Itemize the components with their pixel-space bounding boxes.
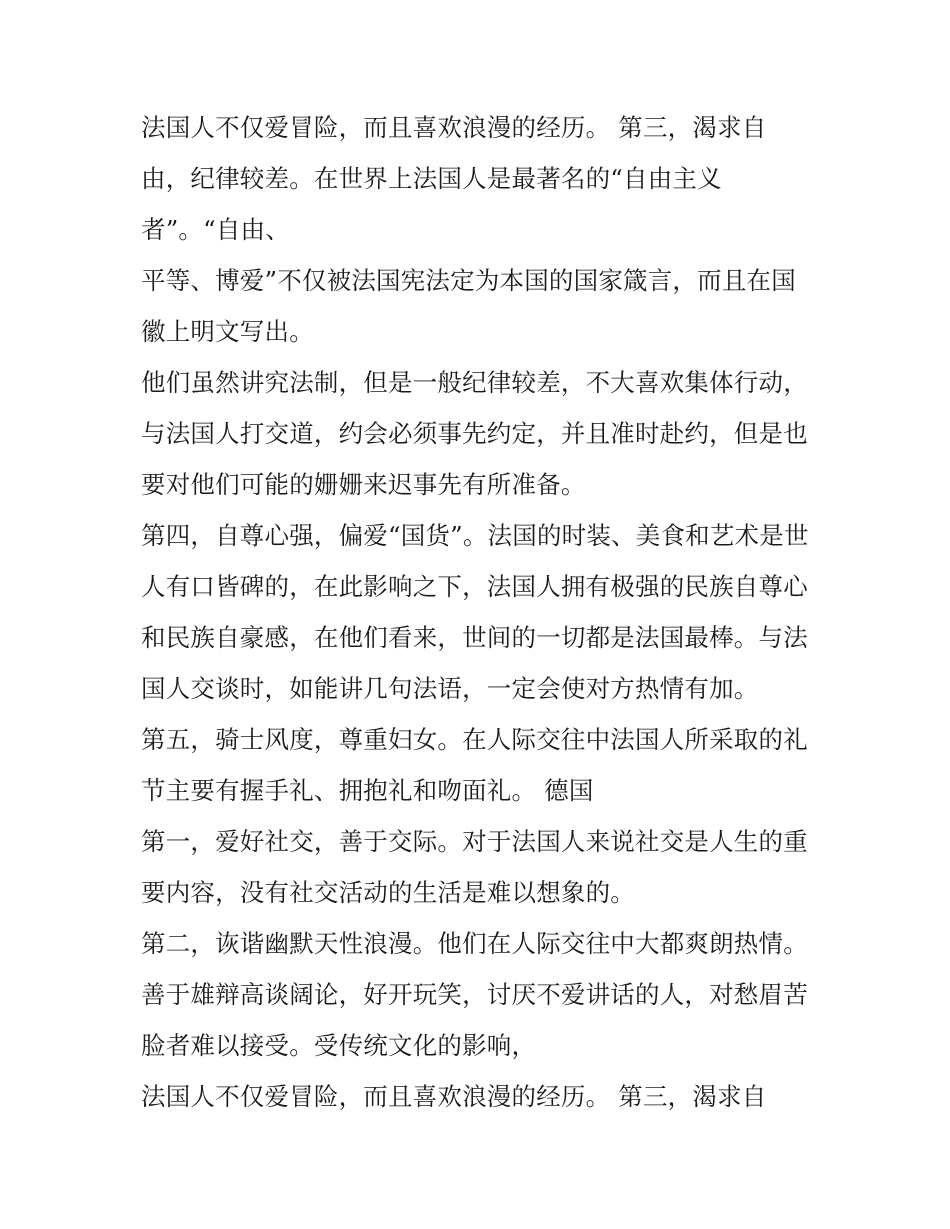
text-line: 人有口皆碑的，在此影响之下，法国人拥有极强的民族自尊心 xyxy=(141,572,808,601)
text-line: 由，纪律较差。在世界上法国人是最著名的“自由主义 xyxy=(141,164,722,193)
text-line: 第四，自尊心强，偏爱“国货”。法国的时装、美食和艺术是世 xyxy=(141,521,809,550)
text-line: 要内容，没有社交活动的生活是难以想象的。 xyxy=(141,878,635,907)
body-text xyxy=(141,108,841,1128)
text-line: 第一，爱好社交，善于交际。对于法国人来说社交是人生的重 xyxy=(141,827,808,856)
text-line: 第二，诙谐幽默天性浪漫。他们在人际交往中大都爽朗热情。 xyxy=(141,929,808,958)
text-line: 与法国人打交道，约会必须事先约定，并且准时赴约，但是也 xyxy=(141,419,808,448)
text-line: 和民族自豪感，在他们看来，世间的一切都是法国最棒。与法 xyxy=(141,623,808,652)
text-line: 节主要有握手礼、拥抱礼和吻面礼。 德国 xyxy=(141,776,594,805)
text-line: 国人交谈时，如能讲几句法语，一定会使对方热情有加。 xyxy=(141,674,759,703)
text-line: 善于雄辩高谈阔论，好开玩笑，讨厌不爱讲话的人，对愁眉苦 xyxy=(141,980,808,1009)
text-line: 他们虽然讲究法制，但是一般纪律较差，不大喜欢集体行动， xyxy=(141,368,808,397)
text-line: 法国人不仅爱冒险，而且喜欢浪漫的经历。 第三，渴求自 xyxy=(141,113,767,142)
text-line: 第五，骑士风度，尊重妇女。在人际交往中法国人所采取的礼 xyxy=(141,725,808,754)
text-line: 脸者难以接受。受传统文化的影响， xyxy=(141,1031,537,1060)
text-line: 法国人不仅爱冒险，而且喜欢浪漫的经历。 第三，渴求自 xyxy=(141,1082,767,1111)
text-line: 要对他们可能的姗姗来迟事先有所准备。 xyxy=(141,470,586,499)
text-line: 徽上明文写出。 xyxy=(141,317,314,346)
text-line: 平等、博爱”不仅被法国宪法定为本国的国家箴言，而且在国 xyxy=(141,266,796,295)
text-line: 者”。“自由、 xyxy=(141,215,290,244)
